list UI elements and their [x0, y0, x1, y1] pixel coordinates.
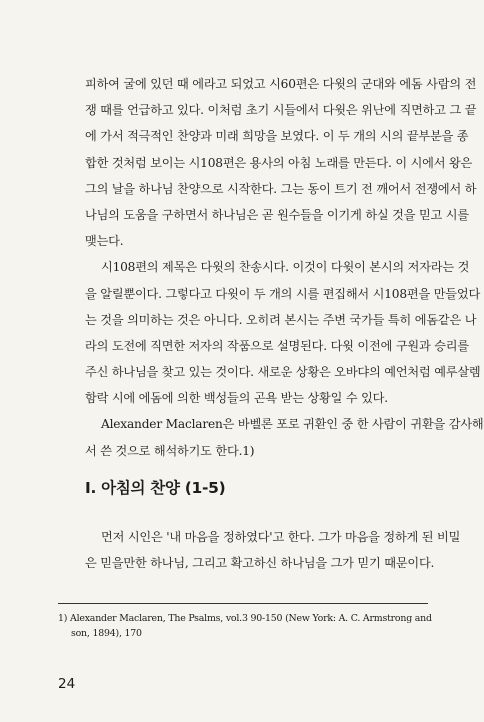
text-line: 주신 하나님을 찾고 있는 것이다. 새로운 상황은 오바댜의 예언처럼 예루살렘: [85, 365, 481, 380]
section-body: [85, 524, 461, 576]
page-number: 24: [58, 676, 76, 692]
text-line: 라의 도전에 직면한 저자의 작품으로 설명된다. 다윗 이전에 구원과 승리를: [85, 338, 469, 353]
footnote-divider: [58, 603, 428, 604]
text-line: Alexander Maclaren은 바벨론 포로 귀환인 중 한 사람이 귀환을 감사해: [101, 417, 484, 432]
section-heading: Ⅰ. 아침의 찬양 (1-5): [85, 479, 226, 497]
text-line: 은 믿을만한 하나님, 그리고 확고하신 하나님을 그가 믿기 때문이다.: [85, 556, 435, 571]
text-line: 맺는다.: [85, 234, 124, 249]
text-line: 쟁 때를 언급하고 있다. 이처럼 초기 시들에서 다윗은 위난에 직면하고 그 끝: [85, 103, 477, 118]
text-line: 는 것을 의미하는 것은 아니다. 오히려 본시는 주변 국가들 특히 에돔같은 나: [85, 312, 477, 327]
footnote-line: son, 1894), 170: [71, 628, 142, 639]
text-line: 에 가서 적극적인 찬양과 미래 희망을 보였다. 이 두 개의 시의 끝부분을 종: [85, 129, 469, 144]
text-line: 서 쓴 것으로 해석하기도 한다.1): [85, 443, 255, 458]
paragraph-1: [85, 71, 477, 254]
footnote-line: 1) Alexander Maclaren, The Psalms, vol.3 90-150 (New York: A. C. Armstrong and: [58, 613, 432, 624]
text-line: 함락 시에 에돔에 의한 백성들의 곤욕 받는 상황일 수 있다.: [85, 391, 388, 406]
text-line: 시108편의 제목은 다윗의 찬송시다. 이것이 다윗이 본시의 저자라는 것: [101, 260, 470, 275]
text-line: 을 알릴뿐이다. 그렇다고 다윗이 두 개의 시를 편집해서 시108편을 만들었다: [85, 286, 481, 301]
paragraph-3: [85, 411, 484, 463]
text-line: 그의 날을 하나님 찬양으로 시작한다. 그는 동이 트기 전 깨어서 전쟁에서 하: [85, 181, 477, 196]
text-line: 합한 것처럼 보이는 시108편은 용사의 아침 노래를 만든다. 이 시에서 왕은: [85, 155, 473, 170]
body-text: [85, 71, 484, 464]
footnote: [58, 611, 432, 641]
text-line: 나님의 도움을 구하면서 하나님은 곧 원수들을 이기게 하실 것을 믿고 시를: [85, 207, 469, 222]
text-line: 먼저 시인은 '내 마음을 정하였다'고 한다. 그가 마음을 정하게 된 비밀: [101, 530, 461, 544]
text-line: 피하여 굴에 있던 때 에라고 되었고 시60편은 다윗의 군대와 에돔 사람의 전: [85, 77, 477, 91]
paragraph-2: [85, 254, 481, 411]
